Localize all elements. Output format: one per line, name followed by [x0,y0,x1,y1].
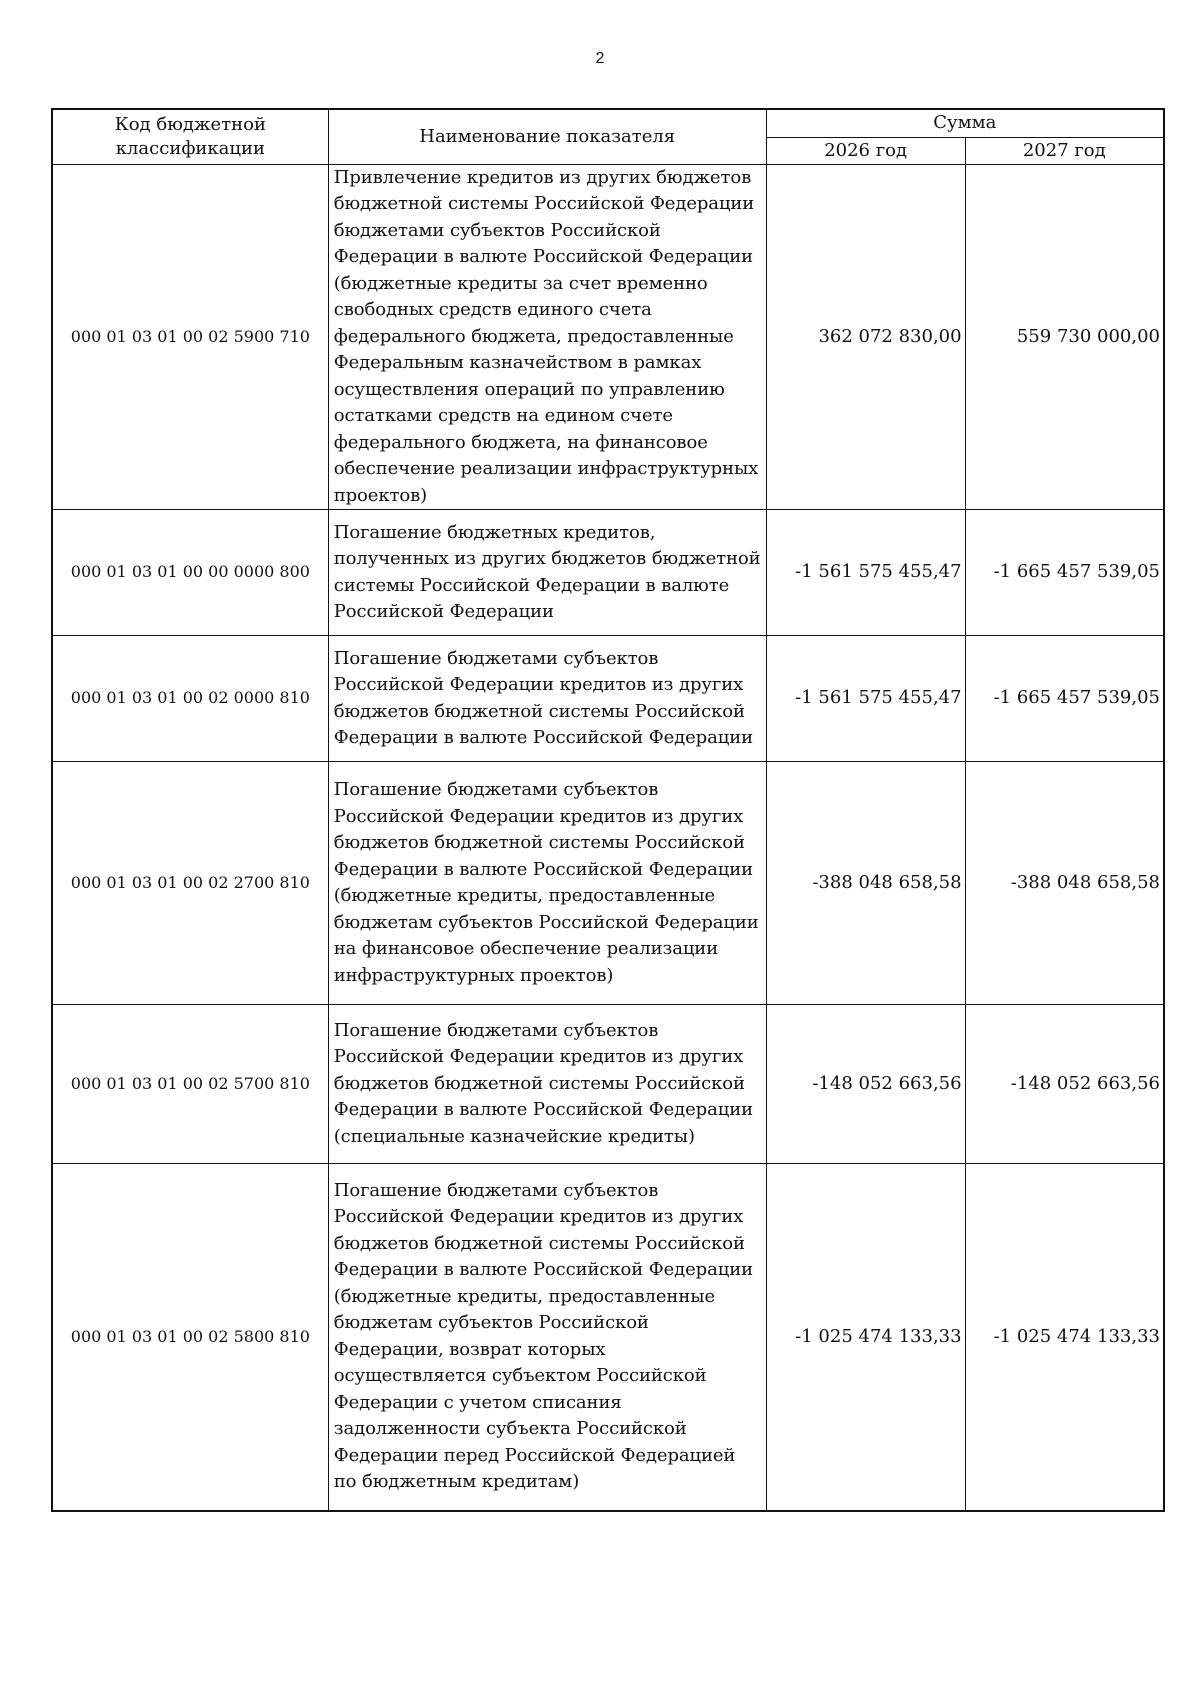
indicator-name-cell: Погашение бюджетами субъектов Российской Федерации кредитов из других бюджетов бюджетной системы Российской Федерации в валюте Российской Федерации [328,636,766,762]
indicator-name-cell: Погашение бюджетами субъектов Российской Федерации кредитов из других бюджетов бюджетной системы Российской Федерации в валюте Российской Федерации (бюджетные кредиты, предоставленные бюджетам субъектов Российской Федерации, возврат которых осуществляется субъектом Российской Федерации с учетом списания задолженности субъекта Российской Федерации перед Российской Федерацией по бюджетным кредитам) [328,1164,766,1511]
amount-2027-cell: -1 665 457 539,05 [965,636,1164,762]
header-year-2026: 2026 год [766,137,965,164]
table-header [52,109,1164,164]
budget-code-cell: 000 01 03 01 00 02 0000 810 [52,636,328,762]
budget-code-cell: 000 01 03 01 00 02 5800 810 [52,1164,328,1511]
amount-2026-cell: -148 052 663,56 [766,1005,965,1164]
amount-2026-cell: -1 561 575 455,47 [766,636,965,762]
indicator-name-cell: Погашение бюджетами субъектов Российской Федерации кредитов из других бюджетов бюджетной системы Российской Федерации в валюте Российской Федерации (бюджетные кредиты, предоставленные бюджетам субъектов Российской Федерации на финансовое обеспечение реализации инфраструктурных проектов) [328,762,766,1005]
budget-table [51,108,1165,1512]
amount-2027-cell: -1 025 474 133,33 [965,1164,1164,1511]
amount-2027-cell: -1 665 457 539,05 [965,510,1164,636]
table-row [52,1164,1164,1511]
budget-code-cell: 000 01 03 01 00 00 0000 800 [52,510,328,636]
amount-2027-cell: 559 730 000,00 [965,164,1164,510]
header-code: Код бюджетной классификации [52,109,328,164]
header-name: Наименование показателя [328,109,766,164]
budget-code-cell: 000 01 03 01 00 02 5900 710 [52,164,328,510]
amount-2027-cell: -388 048 658,58 [965,762,1164,1005]
indicator-name-cell: Привлечение кредитов из других бюджетов бюджетной системы Российской Федерации бюджетами субъектов Российской Федерации в валюте Российской Федерации (бюджетные кредиты за счет временно свободных средств единого счета федерального бюджета, предоставленные Федеральным казначейством в рамках осуществления операций по управлению остатками средств на едином счете федерального бюджета, на финансовое обеспечение реализации инфраструктурных проектов) [328,164,766,510]
budget-code-cell: 000 01 03 01 00 02 5700 810 [52,1005,328,1164]
amount-2027-cell: -148 052 663,56 [965,1005,1164,1164]
budget-code-cell: 000 01 03 01 00 02 2700 810 [52,762,328,1005]
indicator-name-cell: Погашение бюджетами субъектов Российской Федерации кредитов из других бюджетов бюджетной системы Российской Федерации в валюте Российской Федерации (специальные казначейские кредиты) [328,1005,766,1164]
table-row [52,636,1164,762]
table-row [52,1005,1164,1164]
header-year-2027: 2027 год [965,137,1164,164]
amount-2026-cell: -388 048 658,58 [766,762,965,1005]
table-body [52,164,1164,1511]
amount-2026-cell: 362 072 830,00 [766,164,965,510]
amount-2026-cell: -1 025 474 133,33 [766,1164,965,1511]
table-row [52,510,1164,636]
page-number: 2 [595,50,605,67]
indicator-name-cell: Погашение бюджетных кредитов, полученных из других бюджетов бюджетной системы Российской Федерации в валюте Российской Федерации [328,510,766,636]
table-row [52,762,1164,1005]
table-row [52,164,1164,510]
amount-2026-cell: -1 561 575 455,47 [766,510,965,636]
header-sum: Сумма [766,109,1164,137]
